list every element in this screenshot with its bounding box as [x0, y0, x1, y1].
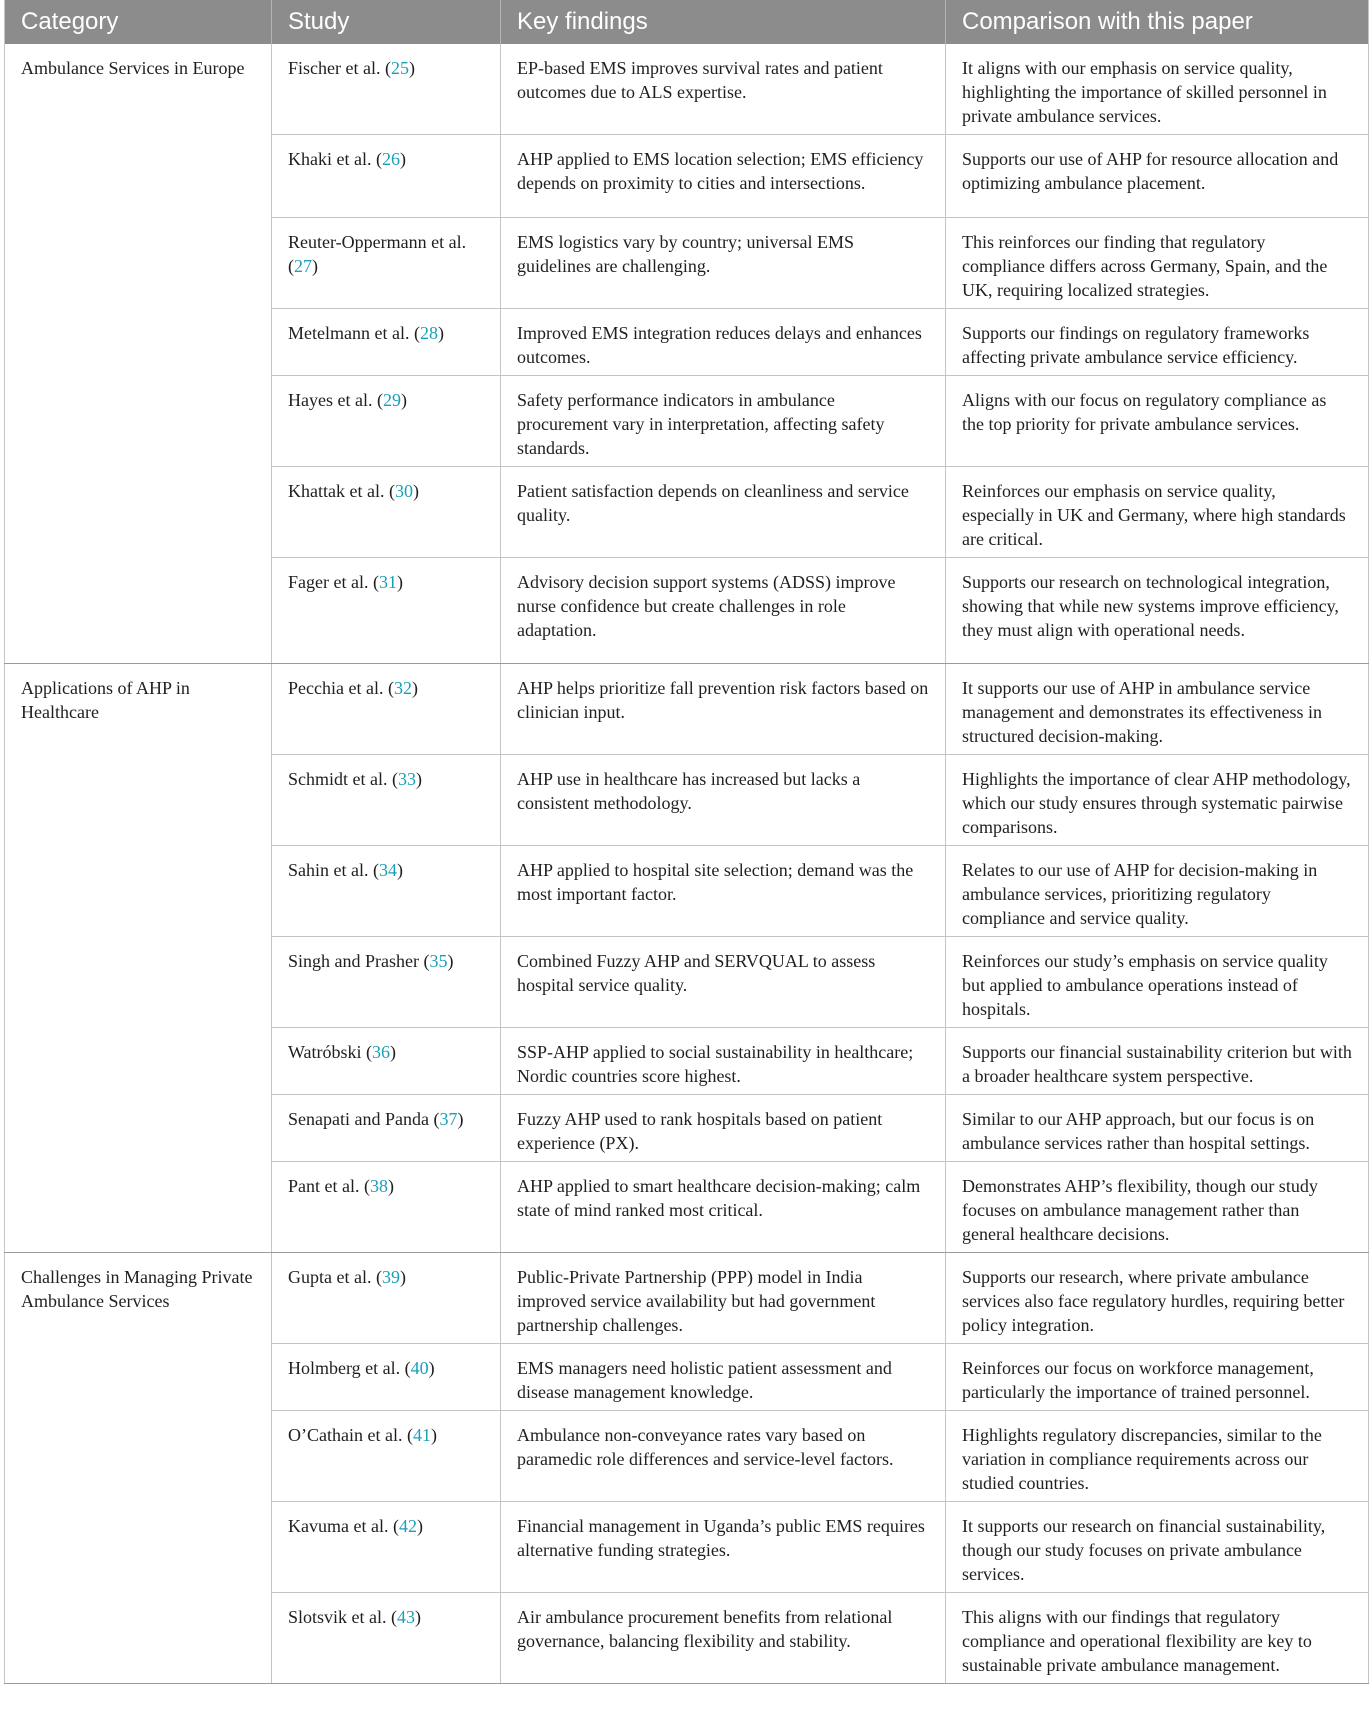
study-author: Fischer et al. (	[288, 58, 391, 78]
reference-close-paren: )	[415, 769, 422, 789]
study-cell	[272, 664, 501, 755]
key-findings-cell: Public-Private Partnership (PPP) model in India improved service availability but had government partnership challenges.	[501, 1253, 946, 1344]
comparison-cell: Supports our research on technological integration, showing that while new systems improve efficiency, they must align with operational needs.	[946, 558, 1369, 664]
table-row	[5, 1253, 1369, 1344]
study-author: Pant et al. (	[288, 1176, 370, 1196]
comparison-cell: Relates to our use of AHP for decision-making in ambulance services, prioritizing regulatory compliance and service quality.	[946, 846, 1369, 937]
study-author: Reuter-Oppermann et al. (	[288, 232, 467, 276]
study-cell	[272, 44, 501, 135]
reference-link[interactable]: 26	[381, 149, 400, 169]
reference-close-paren: )	[387, 1176, 394, 1196]
study-author: Watróbski (	[288, 1042, 373, 1062]
table-row	[5, 44, 1369, 135]
reference-link[interactable]: 31	[378, 572, 397, 592]
comparison-cell: Demonstrates AHP’s flexibility, though our study focuses on ambulance management rather than general healthcare decisions.	[946, 1162, 1369, 1253]
reference-close-paren: )	[411, 678, 418, 698]
reference-link[interactable]: 28	[419, 323, 438, 343]
key-findings-cell: Advisory decision support systems (ADSS) improve nurse confidence but create challenges in role adaptation.	[501, 558, 946, 664]
study-author: Khattak et al. (	[288, 481, 395, 501]
key-findings-cell: Safety performance indicators in ambulance procurement vary in interpretation, affecting safety standards.	[501, 376, 946, 467]
study-author: Fager et al. (	[288, 572, 379, 592]
comparison-cell: Supports our findings on regulatory frameworks affecting private ambulance service efficiency.	[946, 309, 1369, 376]
study-author: Hayes et al. (	[288, 390, 383, 410]
reference-link[interactable]: 32	[393, 678, 412, 698]
reference-close-paren: )	[428, 1358, 435, 1378]
reference-close-paren: )	[457, 1109, 464, 1129]
study-cell	[272, 846, 501, 937]
study-author: Holmberg et al. (	[288, 1358, 411, 1378]
key-findings-cell: AHP helps prioritize fall prevention risk factors based on clinician input.	[501, 664, 946, 755]
study-author: Singh and Prasher (	[288, 951, 430, 971]
reference-close-paren: )	[412, 481, 419, 501]
study-cell	[272, 467, 501, 558]
reference-link[interactable]: 35	[429, 951, 448, 971]
reference-link[interactable]: 36	[372, 1042, 391, 1062]
reference-close-paren: )	[399, 149, 406, 169]
key-findings-cell: SSP-AHP applied to social sustainability in healthcare; Nordic countries score highest.	[501, 1028, 946, 1095]
table-header	[5, 0, 1369, 44]
reference-close-paren: )	[399, 1267, 406, 1287]
reference-close-paren: )	[430, 1425, 437, 1445]
comparison-cell: Reinforces our study’s emphasis on service quality but applied to ambulance operations instead of hospitals.	[946, 937, 1369, 1028]
reference-close-paren: )	[416, 1516, 423, 1536]
key-findings-cell: Financial management in Uganda’s public EMS requires alternative funding strategies.	[501, 1502, 946, 1593]
study-author: Schmidt et al. (	[288, 769, 398, 789]
study-cell	[272, 558, 501, 664]
study-cell	[272, 755, 501, 846]
study-author: Pecchia et al. (	[288, 678, 394, 698]
key-findings-cell: Combined Fuzzy AHP and SERVQUAL to assess hospital service quality.	[501, 937, 946, 1028]
study-cell	[272, 1593, 501, 1684]
study-cell	[272, 1028, 501, 1095]
study-cell	[272, 309, 501, 376]
comparison-cell: This reinforces our finding that regulatory compliance differs across Germany, Spain, and the UK, requiring localized strategies.	[946, 218, 1369, 309]
key-findings-cell: AHP applied to EMS location selection; EMS efficiency depends on proximity to cities and intersections.	[501, 135, 946, 218]
study-cell	[272, 1095, 501, 1162]
study-author: Metelmann et al. (	[288, 323, 420, 343]
comparison-cell: Similar to our AHP approach, but our focus is on ambulance services rather than hospital settings.	[946, 1095, 1369, 1162]
comparison-cell: Highlights the importance of clear AHP methodology, which our study ensures through systematic pairwise comparisons.	[946, 755, 1369, 846]
study-cell	[272, 1502, 501, 1593]
comparison-cell: Supports our use of AHP for resource allocation and optimizing ambulance placement.	[946, 135, 1369, 218]
comparison-cell: This aligns with our findings that regulatory compliance and operational flexibility are key to sustainable private ambulance management.	[946, 1593, 1369, 1684]
study-author: Khaki et al. (	[288, 149, 382, 169]
study-author: Senapati and Panda (	[288, 1109, 440, 1129]
reference-link[interactable]: 41	[412, 1425, 431, 1445]
reference-close-paren: )	[447, 951, 454, 971]
table-row	[5, 664, 1369, 755]
key-findings-cell: EMS logistics vary by country; universal EMS guidelines are challenging.	[501, 218, 946, 309]
header-study: Study	[272, 0, 501, 44]
reference-link[interactable]: 37	[439, 1109, 458, 1129]
key-findings-cell: EP-based EMS improves survival rates and patient outcomes due to ALS expertise.	[501, 44, 946, 135]
study-cell	[272, 937, 501, 1028]
study-author: O’Cathain et al. (	[288, 1425, 413, 1445]
comparison-cell: It supports our use of AHP in ambulance service management and demonstrates its effectiveness in structured decision-making.	[946, 664, 1369, 755]
reference-close-paren: )	[390, 1042, 397, 1062]
reference-close-paren: )	[396, 860, 403, 880]
reference-link[interactable]: 39	[381, 1267, 400, 1287]
study-cell	[272, 1344, 501, 1411]
key-findings-cell: AHP applied to smart healthcare decision-making; calm state of mind ranked most critical.	[501, 1162, 946, 1253]
study-author: Slotsvik et al. (	[288, 1607, 397, 1627]
study-author: Gupta et al. (	[288, 1267, 382, 1287]
key-findings-cell: Air ambulance procurement benefits from relational governance, balancing flexibility and stability.	[501, 1593, 946, 1684]
key-findings-cell: AHP applied to hospital site selection; demand was the most important factor.	[501, 846, 946, 937]
comparison-cell: Aligns with our focus on regulatory compliance as the top priority for private ambulance services.	[946, 376, 1369, 467]
reference-link[interactable]: 29	[382, 390, 401, 410]
comparison-cell: Supports our research, where private ambulance services also face regulatory hurdles, requiring better policy integration.	[946, 1253, 1369, 1344]
reference-link[interactable]: 42	[398, 1516, 417, 1536]
study-cell	[272, 376, 501, 467]
study-cell	[272, 218, 501, 309]
literature-comparison-table	[4, 0, 1369, 1684]
study-cell	[272, 1253, 501, 1344]
key-findings-cell: EMS managers need holistic patient assessment and disease management knowledge.	[501, 1344, 946, 1411]
study-author: Kavuma et al. (	[288, 1516, 399, 1536]
study-author: Sahin et al. (	[288, 860, 379, 880]
header-key-findings: Key findings	[501, 0, 946, 44]
reference-link[interactable]: 30	[394, 481, 413, 501]
comparison-cell: Reinforces our emphasis on service quality, especially in UK and Germany, where high standards are critical.	[946, 467, 1369, 558]
study-cell	[272, 1411, 501, 1502]
reference-close-paren: )	[400, 390, 407, 410]
comparison-cell: Reinforces our focus on workforce management, particularly the importance of trained personnel.	[946, 1344, 1369, 1411]
category-cell: Challenges in Managing Private Ambulance Services	[5, 1253, 272, 1684]
comparison-cell: Highlights regulatory discrepancies, similar to the variation in compliance requirements across our studied countries.	[946, 1411, 1369, 1502]
reference-link[interactable]: 43	[397, 1607, 415, 1627]
reference-close-paren: )	[396, 572, 403, 592]
category-cell: Applications of AHP in Healthcare	[5, 664, 272, 1253]
reference-link[interactable]: 27	[294, 256, 312, 276]
comparison-table-container	[4, 0, 1368, 1684]
table-body	[5, 44, 1369, 1684]
reference-link[interactable]: 40	[410, 1358, 429, 1378]
reference-close-paren: )	[415, 1607, 421, 1627]
comparison-cell: It aligns with our emphasis on service quality, highlighting the importance of skilled personnel in private ambulance services.	[946, 44, 1369, 135]
study-cell	[272, 1162, 501, 1253]
reference-link[interactable]: 38	[369, 1176, 388, 1196]
category-cell: Ambulance Services in Europe	[5, 44, 272, 664]
reference-close-paren: )	[312, 256, 318, 276]
comparison-cell: It supports our research on financial sustainability, though our study focuses on private ambulance services.	[946, 1502, 1369, 1593]
reference-close-paren: )	[437, 323, 444, 343]
header-category: Category	[5, 0, 272, 44]
reference-close-paren: )	[408, 58, 415, 78]
key-findings-cell: Fuzzy AHP used to rank hospitals based on patient experience (PX).	[501, 1095, 946, 1162]
key-findings-cell: Improved EMS integration reduces delays and enhances outcomes.	[501, 309, 946, 376]
reference-link[interactable]: 25	[390, 58, 409, 78]
key-findings-cell: Patient satisfaction depends on cleanliness and service quality.	[501, 467, 946, 558]
key-findings-cell: AHP use in healthcare has increased but lacks a consistent methodology.	[501, 755, 946, 846]
reference-link[interactable]: 33	[397, 769, 416, 789]
reference-link[interactable]: 34	[378, 860, 397, 880]
header-comparison: Comparison with this paper	[946, 0, 1369, 44]
comparison-cell: Supports our financial sustainability criterion but with a broader healthcare system perspective.	[946, 1028, 1369, 1095]
key-findings-cell: Ambulance non-conveyance rates vary based on paramedic role differences and service-level factors.	[501, 1411, 946, 1502]
study-cell	[272, 135, 501, 218]
